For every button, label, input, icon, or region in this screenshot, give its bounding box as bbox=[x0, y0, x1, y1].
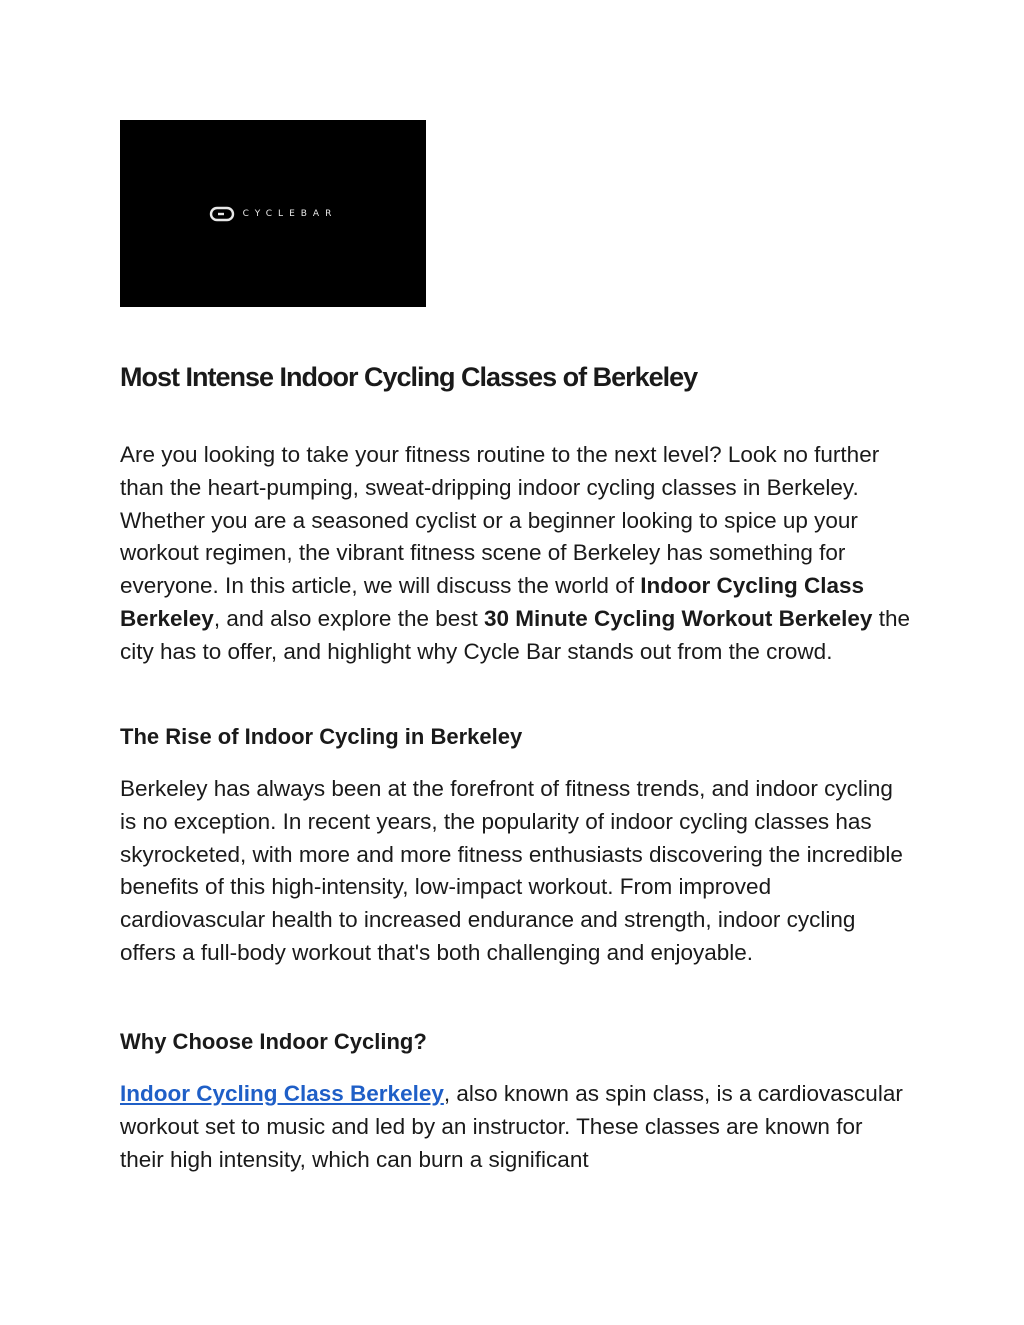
intro-text-3: the city has to offer, and highlight why Cycle Bar stands out from the crowd. bbox=[120, 605, 910, 664]
section-rise-paragraph: Berkeley has always been at the forefront of fitness trends, and indoor cycling is no exception. In recent years, the popularity of indoor cycling classes has skyrocketed, with more and more fitness enthusiasts discovering the incredible benefits of this high-intensity, low-impact workout. From improved cardiovascular health to increased endurance and strength, indoor cycling offers a full-body workout that's both challenging and enjoyable. bbox=[120, 776, 903, 965]
section-why-paragraph bbox=[120, 1078, 910, 1176]
intro-bold-2: 30 Minute Cycling Workout Berkeley bbox=[484, 605, 873, 631]
cyclebar-wordmark: CYCLEBAR bbox=[242, 208, 338, 219]
section-heading-why: Why Choose Indoor Cycling? bbox=[120, 1029, 427, 1054]
intro-text-1: Are you looking to take your fitness routine to the next level? Look no further than the heart-pumping, sweat-dripping indoor cycling classes in Berkeley. Whether you are a seasoned cyclist or a beginner looking to spice up your workout regimen, the vibrant fitness scene of Berkeley has something for everyone. In this article, we will discuss the world of bbox=[120, 442, 880, 599]
intro-bold-1: Indoor Cycling Class Berkeley bbox=[120, 573, 865, 631]
cyclebar-logo-image bbox=[120, 120, 426, 307]
intro-paragraph bbox=[120, 439, 910, 669]
cyclebar-logo bbox=[209, 206, 338, 222]
section-heading-rise: The Rise of Indoor Cycling in Berkeley bbox=[120, 724, 523, 749]
cyclebar-logo-mark-icon bbox=[209, 206, 235, 222]
page-title: Most Intense Indoor Cycling Classes of Berkeley bbox=[120, 362, 698, 392]
intro-text-2: , and also explore the best bbox=[213, 605, 485, 631]
section-why-text: , also known as spin class, is a cardiovascular workout set to music and led by an instructor. These classes are known for their high intensity, which can burn a significant bbox=[120, 1081, 903, 1172]
indoor-cycling-class-link[interactable]: Indoor Cycling Class Berkeley bbox=[120, 1081, 444, 1106]
